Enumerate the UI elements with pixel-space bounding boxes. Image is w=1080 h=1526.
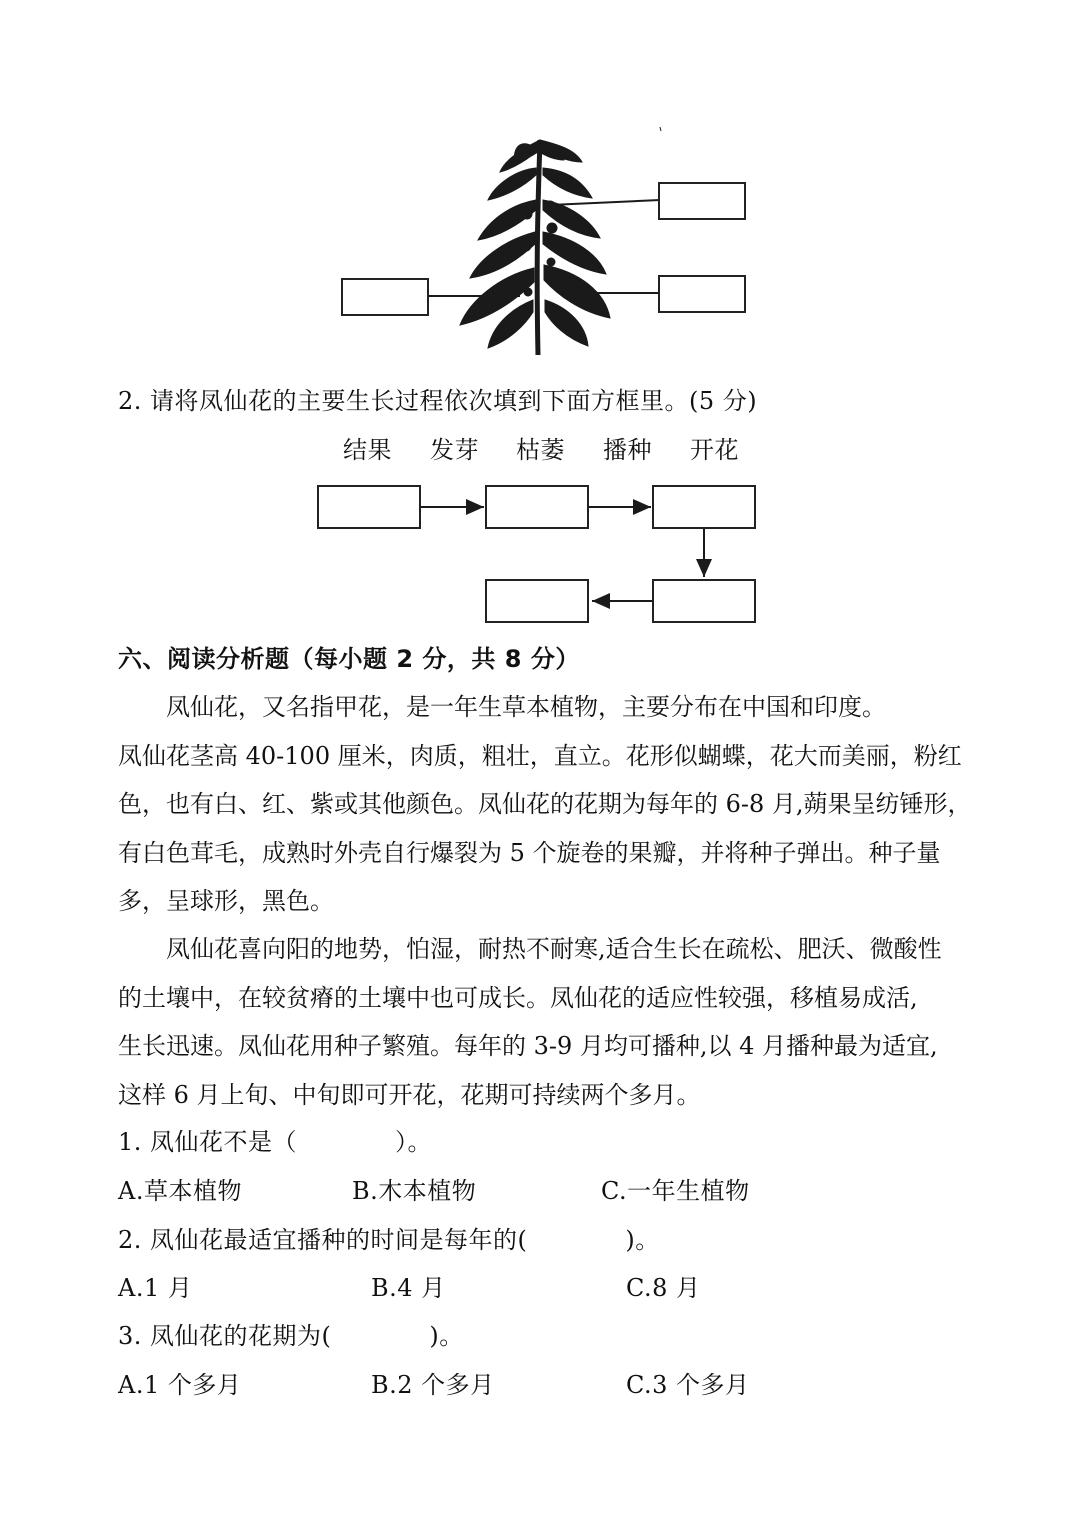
- question-1-option-b[interactable]: B.木本植物: [352, 1177, 477, 1205]
- question-1-option-c[interactable]: C.一年生植物: [601, 1177, 750, 1205]
- option-faya: 发芽: [430, 436, 479, 464]
- question-3-option-c[interactable]: C.3 个多月: [626, 1371, 750, 1399]
- process-box-4[interactable]: [652, 579, 756, 623]
- section-6-heading: 六、阅读分析题（每小题 2 分，共 8 分）: [118, 645, 580, 673]
- passage-paragraph-1: [118, 683, 972, 926]
- passage-line: 生长迅速。凤仙花用种子繁殖。每年的 3-9 月均可播种,以 4 月播种最为适宜,: [118, 1032, 938, 1060]
- question-2-prompt: 2. 请将凤仙花的主要生长过程依次填到下面方框里。(5 分): [118, 387, 758, 415]
- option-kuwei: 枯萎: [516, 436, 565, 464]
- process-box-1[interactable]: [317, 485, 421, 529]
- option-bozhong: 播种: [603, 436, 652, 464]
- question-2-option-c[interactable]: C.8 月: [626, 1274, 701, 1302]
- option-kaihua: 开花: [690, 436, 739, 464]
- process-box-5[interactable]: [485, 579, 589, 623]
- question-3-option-b[interactable]: B.2 个多月: [371, 1371, 495, 1399]
- question-2-stem: 2. 凤仙花最适宜播种的时间是每年的( )。: [118, 1226, 660, 1254]
- passage-line: 多，呈球形，黑色。: [118, 887, 334, 915]
- question-2-option-b[interactable]: B.4 月: [371, 1274, 446, 1302]
- passage-line: 凤仙花，又名指甲花，是一年生草本植物，主要分布在中国和印度。: [166, 693, 886, 721]
- passage-line: 色，也有白、红、紫或其他颜色。凤仙花的花期为每年的 6-8 月,蒴果呈纺锤形，: [118, 790, 972, 818]
- passage-line: 有白色茸毛，成熟时外壳自行爆裂为 5 个旋卷的果瓣，并将种子弹出。种子量: [118, 838, 941, 867]
- question-1-stem: 1. 凤仙花不是（ ）。: [118, 1128, 433, 1156]
- passage-line: 这样 6 月上旬、中旬即可开花，花期可持续两个多月。: [118, 1080, 701, 1109]
- question-3-stem: 3. 凤仙花的花期为( )。: [118, 1322, 464, 1350]
- process-box-3[interactable]: [652, 485, 756, 529]
- flow-arrows: [0, 0, 1080, 640]
- question-2-option-a[interactable]: A.1 月: [118, 1274, 193, 1302]
- option-jieguo: 结果: [343, 436, 392, 464]
- question-3-option-a[interactable]: A.1 个多月: [118, 1371, 242, 1399]
- passage-line: 凤仙花喜向阳的地势，怕湿，耐热不耐寒,适合生长在疏松、肥沃、微酸性: [166, 935, 942, 963]
- process-box-2[interactable]: [485, 485, 589, 529]
- passage-paragraph-2: [118, 925, 968, 1119]
- passage-line: 凤仙花茎高 40-100 厘米，肉质，粗壮，直立。花形似蝴蝶，花大而美丽，粉红: [118, 741, 962, 770]
- passage-line: 的土壤中，在较贫瘠的土壤中也可成长。凤仙花的适应性较强，移植易成活,: [118, 983, 918, 1012]
- question-1-option-a[interactable]: A.草本植物: [118, 1177, 242, 1205]
